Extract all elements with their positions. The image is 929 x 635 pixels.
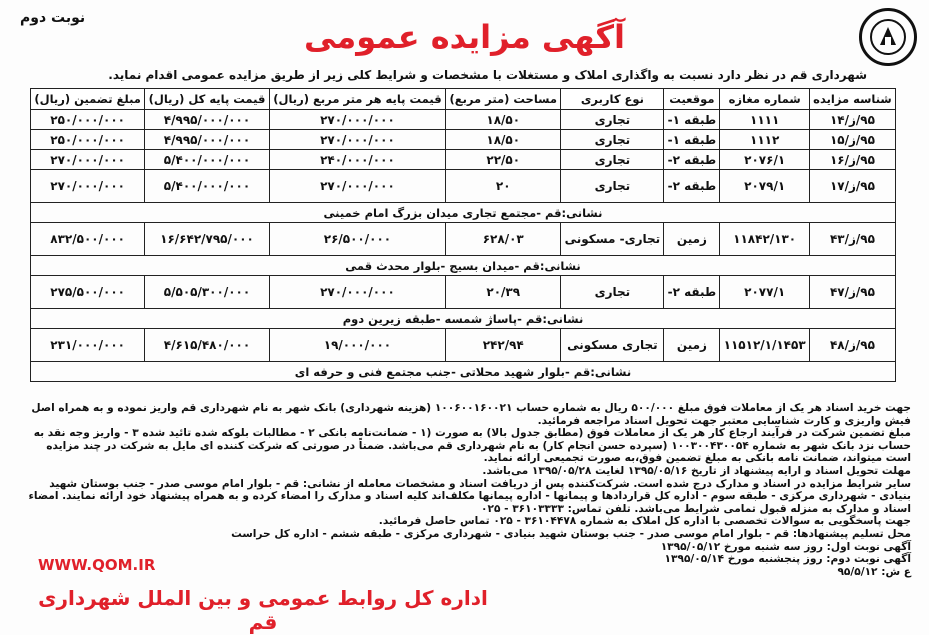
cell-id: ۹۵/ز/۱۵ — [809, 130, 895, 150]
col-location: موقعیت — [664, 89, 720, 110]
cell-usage: تجاری — [561, 130, 664, 150]
address-text: نشانی:قم -میدان بسیج -بلوار محدث قمی — [31, 256, 896, 276]
intro-text: شهرداری قم در نظر دارد نسبت به واگذاری املاک و مستغلات با مشخصات و شرایط کلی زیر از طریق مزایده عمومی اقدام نماید. — [108, 68, 867, 82]
cell-area: ۱۸/۵۰ — [446, 110, 561, 130]
cell-id: ۹۵/ز/۴۳ — [809, 223, 895, 256]
cell-total-price: ۵/۴۰۰/۰۰۰/۰۰۰ — [145, 170, 269, 203]
cell-area: ۱۸/۵۰ — [446, 130, 561, 150]
cell-id: ۹۵/ز/۱۷ — [809, 170, 895, 203]
cell-total-price: ۵/۵۰۵/۳۰۰/۰۰۰ — [145, 276, 269, 309]
department-name: اداره کل روابط عمومی و بین الملل شهرداری قم — [38, 586, 488, 634]
address-row — [31, 203, 896, 223]
table-row — [31, 276, 896, 309]
col-id: شناسه مزایده — [809, 89, 895, 110]
note-questions: جهت پاسخگویی به سوالات تخصصی با اداره کل املاک به شماره ۳۶۱۰۴۴۷۸ - ۰۲۵ تماس حاصل فرمائید. — [378, 515, 911, 528]
cell-shop: ۲۰۷۶/۱ — [720, 150, 810, 170]
cell-shop: ۲۰۷۹/۱ — [720, 170, 810, 203]
col-deposit: مبلغ تضمین (ریال) — [31, 89, 145, 110]
cell-area: ۲۰ — [446, 170, 561, 203]
note-conditions: سایر شرایط مزایده در اسناد و مدارک درج شده است. شرکت‌کننده پس از دریافت اسناد و مشخصات معامله از نشانی: قم - بلوار امام موسی صدر - جنب بوستان شهید بنیادی - شهرداری مرکزی - طبقه سوم - اداره کل قراردادها و پیمانها - اداره پیمانها مکلف‌اند کلیه اسناد و مدارک را امضاء کرده و به همراه پیشنهاد خود ارائه نمایند. امضاء اسناد و مدارک به منزله قبول تمامی شرایط می‌باشد. تلفن تماس: ۳۶۱۰۳۳۳۳ - ۰۲۵ — [28, 477, 911, 515]
cell-usage: تجاری — [561, 170, 664, 203]
cell-total-price: ۴/۹۹۵/۰۰۰/۰۰۰ — [145, 130, 269, 150]
cell-location: طبقه ۱- — [664, 130, 720, 150]
col-area: مساحت (متر مربع) — [446, 89, 561, 110]
cell-usage: تجاری — [561, 110, 664, 130]
cell-total-price: ۵/۴۰۰/۰۰۰/۰۰۰ — [145, 150, 269, 170]
cell-deposit: ۲۷۰/۰۰۰/۰۰۰ — [31, 150, 145, 170]
cell-location: طبقه ۲- — [664, 170, 720, 203]
address-row — [31, 362, 896, 382]
note-submission: محل تسلیم پیشنهادها: قم - بلوار امام موسی صدر - جنب بوستان شهید بنیادی - شهرداری مرکزی - طبقه ششم - اداره کل حراست — [231, 527, 911, 540]
cell-shop: ۱۱۵۱۲/۱/۱۴۵۳ — [720, 329, 810, 362]
cell-area: ۲۰/۳۹ — [446, 276, 561, 309]
address-row — [31, 309, 896, 329]
table-row — [31, 130, 896, 150]
table-row — [31, 170, 896, 203]
cell-unit-price: ۲۴۰/۰۰۰/۰۰۰ — [269, 150, 445, 170]
cell-unit-price: ۲۶/۵۰۰/۰۰۰ — [269, 223, 445, 256]
cell-usage: تجاری- مسکونی — [561, 223, 664, 256]
cell-unit-price: ۲۷۰/۰۰۰/۰۰۰ — [269, 170, 445, 203]
note-deposit: مبلغ تضمین شرکت در فرآیند ارجاع کار هر یک از معاملات فوق (مطابق جدول بالا) به صورت (۱ - ضمانت‌نامه بانکی ۲ - مطالبات بلوکه شده تائید شده ۳ - واریز وجه نقد به حساب نزد بانک شهر به شماره ۱۰۰۳۰۰۴۳۰۰۵۴ (سپرده حسن انجام کار) به نام شهرداری قم می‌باشد. ضمناً در صورتی که شرکت کننده ای مایل به شرکت در چند مزایده است میتواند، ضمانت نامه بانکی به مبلغ تضمین فوق،به صورت تجمیعی ارائه نماید. — [33, 427, 911, 465]
cell-deposit: ۲۵۰/۰۰۰/۰۰۰ — [31, 110, 145, 130]
address-text: نشانی:قم -بلوار شهید محلاتی -جنب مجتمع فنی و حرفه ای — [31, 362, 896, 382]
address-text: نشانی:قم -مجتمع تجاری میدان بزرگ امام خمینی — [31, 203, 896, 223]
cell-deposit: ۲۷۵/۵۰۰/۰۰۰ — [31, 276, 145, 309]
cell-shop: ۱۱۸۴۲/۱۳۰ — [720, 223, 810, 256]
conditions-text — [18, 402, 911, 578]
round-label: نوبت دوم — [20, 10, 86, 26]
cell-area: ۲۴۲/۹۴ — [446, 329, 561, 362]
cell-total-price: ۱۶/۶۴۲/۷۹۵/۰۰۰ — [145, 223, 269, 256]
cell-location: طبقه ۲- — [664, 150, 720, 170]
page-title: آگهی مزایده عمومی — [304, 18, 625, 56]
cell-deposit: ۲۷۰/۰۰۰/۰۰۰ — [31, 170, 145, 203]
cell-unit-price: ۲۷۰/۰۰۰/۰۰۰ — [269, 130, 445, 150]
cell-location: طبقه ۲- — [664, 276, 720, 309]
cell-usage: تجاری مسکونی — [561, 329, 664, 362]
cell-area: ۶۲۸/۰۳ — [446, 223, 561, 256]
cell-unit-price: ۲۷۰/۰۰۰/۰۰۰ — [269, 110, 445, 130]
col-usage: نوع کاربری — [561, 89, 664, 110]
cell-id: ۹۵/ز/۱۶ — [809, 150, 895, 170]
note-first-publication: آگهی نوبت اول: روز سه شنبه مورخ ۱۳۹۵/۰۵/۱۲ — [660, 540, 911, 553]
note-ref: ع ش: ۹۵/۵/۱۲ — [837, 565, 911, 578]
cell-usage: تجاری — [561, 276, 664, 309]
cell-location: طبقه ۱- — [664, 110, 720, 130]
table-header-row — [31, 89, 896, 110]
note-deadline: مهلت تحویل اسناد و ارایه پیشنهاد از تاریخ ۱۳۹۵/۰۵/۱۶ لغایت ۱۳۹۵/۰۵/۲۸ می‌باشد. — [482, 464, 911, 477]
cell-location: زمین — [664, 223, 720, 256]
cell-deposit: ۲۵۰/۰۰۰/۰۰۰ — [31, 130, 145, 150]
address-row — [31, 256, 896, 276]
cell-area: ۲۲/۵۰ — [446, 150, 561, 170]
address-text: نشانی:قم -پاساژ شمسه -طبقه زیرین دوم — [31, 309, 896, 329]
cell-total-price: ۴/۹۹۵/۰۰۰/۰۰۰ — [145, 110, 269, 130]
cell-id: ۹۵/ز/۴۷ — [809, 276, 895, 309]
cell-total-price: ۴/۶۱۵/۴۸۰/۰۰۰ — [145, 329, 269, 362]
cell-unit-price: ۲۷۰/۰۰۰/۰۰۰ — [269, 276, 445, 309]
cell-shop: ۱۱۱۲ — [720, 130, 810, 150]
cell-shop: ۱۱۱۱ — [720, 110, 810, 130]
cell-location: زمین — [664, 329, 720, 362]
auction-table — [30, 88, 896, 382]
col-unit-price: قیمت پایه هر متر مربع (ریال) — [269, 89, 445, 110]
note-second-publication: آگهی نوبت دوم: روز پنجشنبه مورخ ۱۳۹۵/۰۵/۱۴ — [664, 553, 911, 566]
cell-unit-price: ۱۹/۰۰۰/۰۰۰ — [269, 329, 445, 362]
table-row — [31, 223, 896, 256]
note-purchase: جهت خرید اسناد هر یک از معاملات فوق مبلغ ۵۰۰/۰۰۰ ریال به شماره حساب ۱۰۰۶۰۰۱۶۰۰۲۱ (هزینه شهرداری) بانک شهر به نام شهرداری قم واریز نموده و به همراه اصل فیش واریزی و کارت شناسایی معتبر جهت تحویل اسناد مراجعه فرمائید. — [31, 402, 911, 427]
table-row — [31, 110, 896, 130]
cell-id: ۹۵/ز/۴۸ — [809, 329, 895, 362]
cell-shop: ۲۰۷۷/۱ — [720, 276, 810, 309]
website-link[interactable]: WWW.QOM.IR — [38, 556, 156, 574]
cell-deposit: ۲۳۱/۰۰۰/۰۰۰ — [31, 329, 145, 362]
col-shop: شماره مغازه — [720, 89, 810, 110]
col-total-price: قیمت پایه کل (ریال) — [145, 89, 269, 110]
cell-usage: تجاری — [561, 150, 664, 170]
table-row — [31, 150, 896, 170]
cell-deposit: ۸۳۲/۵۰۰/۰۰۰ — [31, 223, 145, 256]
cell-id: ۹۵/ز/۱۴ — [809, 110, 895, 130]
table-row — [31, 329, 896, 362]
